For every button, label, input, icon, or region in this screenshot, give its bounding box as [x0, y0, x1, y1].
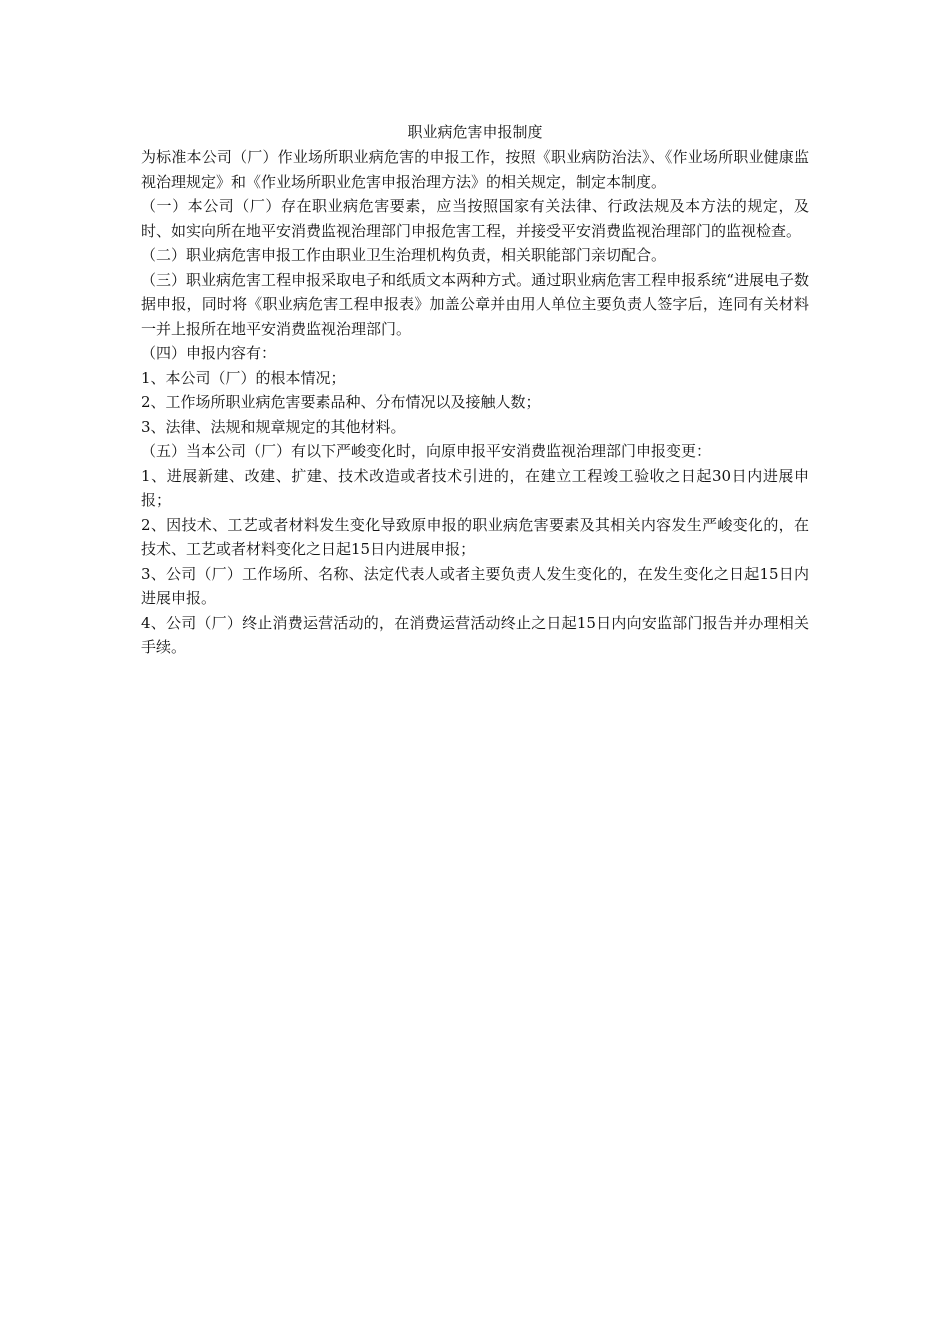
list-item-5-1: 1、进展新建、改建、扩建、技术改造或者技术引进的，在建立工程竣工验收之日起30日内进展申报；: [141, 466, 809, 509]
list-item-5-4: 4、公司（厂）终止消费运营活动的，在消费运营活动终止之日起15日内向安监部门报告并办理相关手续。: [141, 613, 809, 656]
paragraph-section-5: （五）当本公司（厂）有以下严峻变化时，向原申报平安消费监视治理部门申报变更：: [141, 442, 712, 460]
paragraph-section-2: （二）职业病危害申报工作由职业卫生治理机构负责，相关职能部门亲切配合。: [141, 246, 667, 264]
list-item-5-3: 3、公司（厂）工作场所、名称、法定代表人或者主要负责人发生变化的，在发生变化之日起15日内进展申报。: [141, 564, 809, 607]
list-item-5-2: 2、因技术、工艺或者材料发生变化导致原申报的职业病危害要素及其相关内容发生严峻变化的，在技术、工艺或者材料变化之日起15日内进展申报；: [141, 515, 809, 558]
paragraph-intro: 为标准本公司（厂）作业场所职业病危害的申报工作，按照《职业病防治法》、《作业场所职业健康监视治理规定》和《作业场所职业危害申报治理方法》的相关规定，制定本制度。: [141, 148, 809, 191]
paragraph-section-3: （三）职业病危害工程申报采取电子和纸质文本两种方式。通过职业病危害工程申报系统“进展电子数据申报，同时将《职业病危害工程申报表》加盖公章并由用人单位主要负责人签字后，连同有关材料一并上报所在地平安消费监视治理部门。: [141, 270, 809, 338]
paragraph-section-4: （四）申报内容有：: [141, 344, 277, 362]
list-item-4-1: 1、本公司（厂）的根本情况；: [141, 368, 346, 387]
document-page: [141, 120, 809, 660]
document-title: 职业病危害申报制度: [407, 123, 543, 141]
list-item-4-2: 2、工作场所职业病危害要素品种、分布情况以及接触人数；: [141, 393, 541, 411]
list-item-4-3: 3、法律、法规和规章规定的其他材料。: [141, 417, 406, 436]
paragraph-section-1: （一）本公司（厂）存在职业病危害要素，应当按照国家有关法律、行政法规及本方法的规定，及时、如实向所在地平安消费监视治理部门申报危害工程，并接受平安消费监视治理部门的监视检查。: [141, 197, 809, 240]
